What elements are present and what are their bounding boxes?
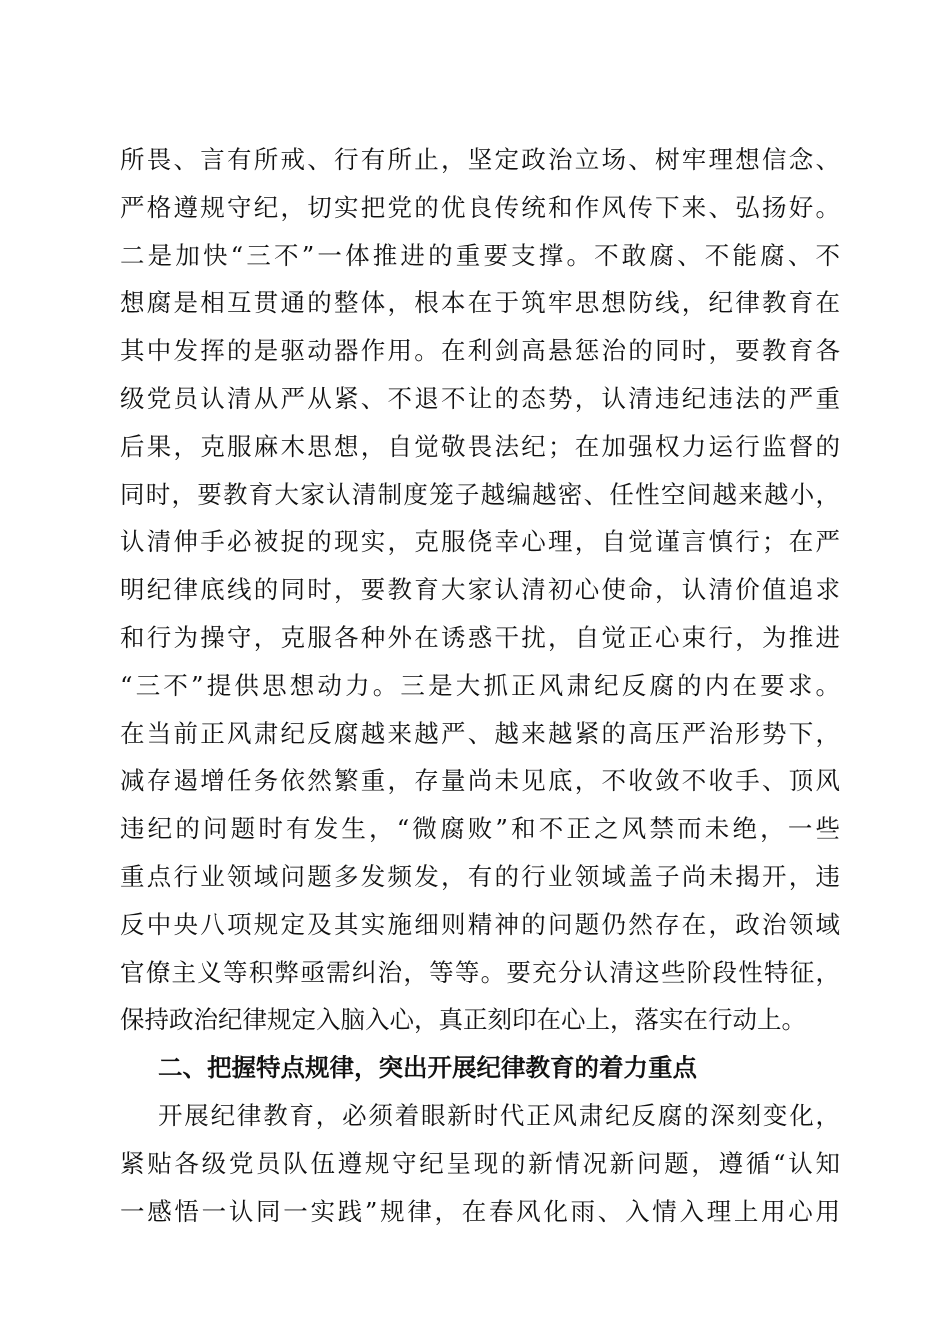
text-line: 紧贴各级党员队伍遵规守纪呈现的新情况新问题，遵循“认知: [120, 1148, 840, 1178]
text-line: 重点行业领域问题多发频发，有的行业领域盖子尚未揭开，违: [120, 861, 840, 891]
text-line: 级党员认清从严从紧、不退不让的态势，认清违纪违法的严重: [120, 383, 840, 413]
text-line: 二是加快“三不”一体推进的重要支撑。不敢腐、不能腐、不: [120, 240, 840, 270]
text-line: 开展纪律教育，必须着眼新时代正风肃纪反腐的深刻变化，: [158, 1100, 840, 1130]
text-line: 官僚主义等积弊亟需纠治，等等。要充分认清这些阶段性特征，: [120, 957, 840, 987]
text-line: 反中央八项规定及其实施细则精神的问题仍然存在，政治领域: [120, 909, 840, 939]
text-line: 保持政治纪律规定入脑入心，真正刻印在心上，落实在行动上。: [120, 1005, 806, 1035]
body-text: [120, 136, 840, 1235]
text-line: 一感悟一认同一实践”规律，在春风化雨、入情入理上用心用: [120, 1196, 840, 1226]
text-line: “三不”提供思想动力。三是大抓正风肃纪反腐的内在要求。: [120, 670, 840, 700]
text-line: 在当前正风肃纪反腐越来越严、越来越紧的高压严治形势下，: [120, 718, 840, 748]
text-line: 同时，要教育大家认清制度笼子越编越密、任性空间越来越小，: [120, 479, 840, 509]
text-line: 后果，克服麻木思想，自觉敬畏法纪；在加强权力运行监督的: [120, 431, 840, 461]
text-line: 严格遵规守纪，切实把党的优良传统和作风传下来、弘扬好。: [120, 192, 840, 222]
text-line: 所畏、言有所戒、行有所止，坚定政治立场、树牢理想信念、: [120, 145, 840, 174]
text-line: 和行为操守，克服各种外在诱惑干扰，自觉正心束行，为推进: [120, 622, 840, 652]
text-line: 想腐是相互贯通的整体，根本在于筑牢思想防线，纪律教育在: [120, 288, 840, 318]
text-line: 明纪律底线的同时，要教育大家认清初心使命，认清价值追求: [120, 575, 840, 605]
text-line: 违纪的问题时有发生，“微腐败”和不正之风禁而未绝，一些: [120, 814, 840, 844]
section-heading: 二、把握特点规律，突出开展纪律教育的着力重点: [158, 1053, 697, 1083]
text-line: 认清伸手必被捉的现实，克服侥幸心理，自觉谨言慎行；在严: [120, 527, 840, 557]
text-line: 减存遏增任务依然繁重，存量尚未见底，不收敛不收手、顶风: [120, 766, 840, 796]
text-line: 其中发挥的是驱动器作用。在利剑高悬惩治的同时，要教育各: [120, 336, 840, 366]
